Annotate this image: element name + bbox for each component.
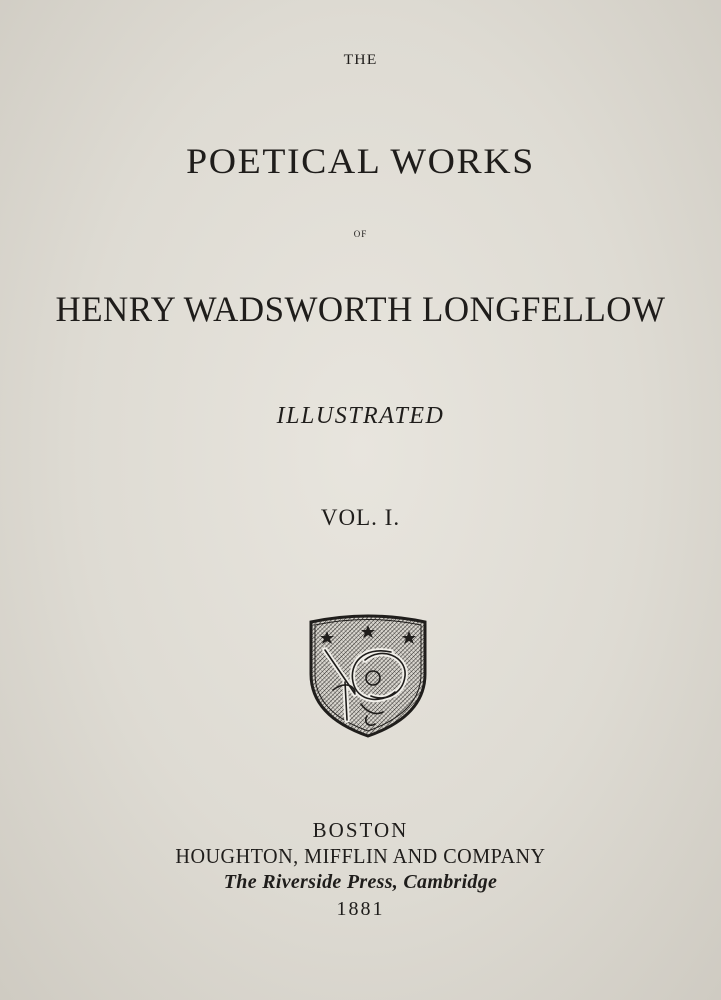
author-name: HENRY WADSWORTH LONGFELLOW [55, 289, 666, 329]
preposition-of: OF [353, 229, 368, 239]
imprint-press: The Riverside Press, Cambridge [223, 871, 498, 893]
publisher-shield-monogram-icon [305, 612, 431, 740]
imprint-city: BOSTON [312, 818, 409, 842]
imprint-year: 1881 [336, 898, 385, 920]
imprint-publisher: HOUGHTON, MIFFLIN AND COMPANY [175, 844, 546, 868]
illustrated-label: ILLUSTRATED [276, 403, 445, 429]
article-the: THE [343, 52, 378, 68]
book-title: POETICAL WORKS [186, 141, 535, 181]
volume-label: VOL. I. [320, 505, 401, 530]
